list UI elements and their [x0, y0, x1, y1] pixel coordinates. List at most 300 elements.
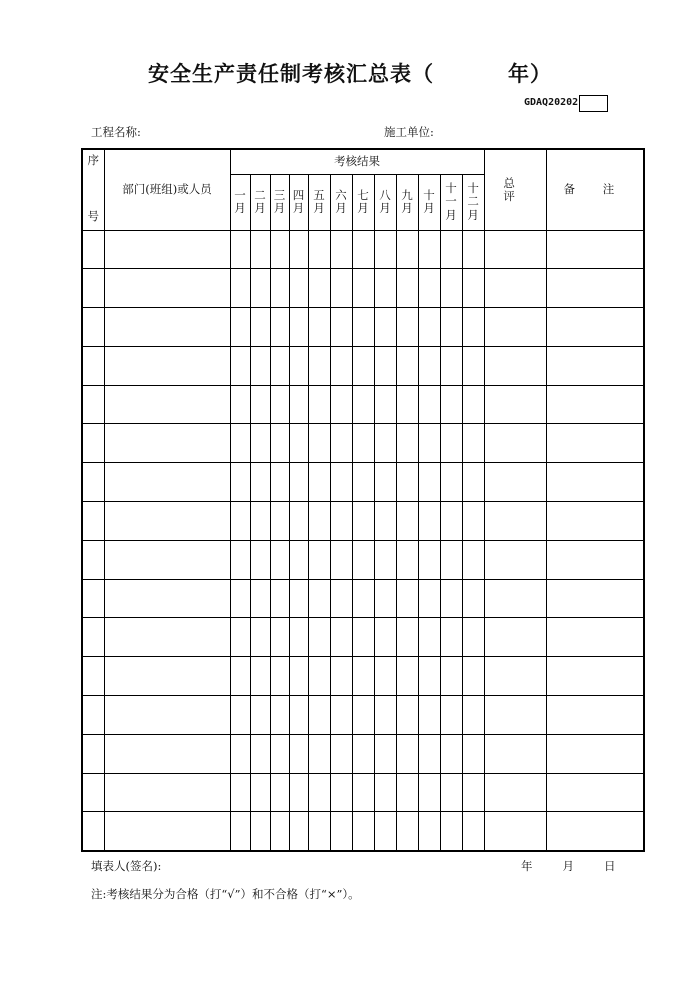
- table-cell[interactable]: [484, 424, 546, 463]
- table-cell[interactable]: [546, 734, 644, 773]
- month-char: 十: [467, 181, 479, 196]
- table-cell[interactable]: [230, 424, 250, 463]
- table-cell[interactable]: [270, 812, 289, 851]
- table-cell[interactable]: [374, 230, 396, 269]
- table-cell[interactable]: [250, 385, 270, 424]
- table-cell[interactable]: [440, 618, 462, 657]
- table-cell[interactable]: [440, 269, 462, 308]
- table-cell[interactable]: [289, 734, 308, 773]
- table-cell[interactable]: [546, 385, 644, 424]
- table-cell[interactable]: [396, 540, 418, 579]
- table-cell[interactable]: [440, 463, 462, 502]
- table-cell[interactable]: [104, 657, 230, 696]
- table-cell[interactable]: [289, 230, 308, 269]
- table-cell[interactable]: [230, 346, 250, 385]
- dept-header: 部门(班组)或人员: [104, 149, 230, 230]
- table-cell[interactable]: [230, 812, 250, 851]
- table-cell[interactable]: [289, 269, 308, 308]
- table-cell[interactable]: [546, 657, 644, 696]
- table-cell[interactable]: [104, 502, 230, 541]
- table-cell[interactable]: [396, 696, 418, 735]
- month-char: 月: [423, 201, 435, 215]
- table-cell[interactable]: [82, 269, 104, 308]
- table-cell[interactable]: [82, 812, 104, 851]
- table-cell[interactable]: [396, 463, 418, 502]
- table-cell[interactable]: [289, 540, 308, 579]
- table-cell[interactable]: [230, 696, 250, 735]
- table-cell[interactable]: [250, 424, 270, 463]
- table-cell[interactable]: [104, 463, 230, 502]
- table-cell[interactable]: [270, 230, 289, 269]
- table-cell[interactable]: [230, 618, 250, 657]
- table-cell[interactable]: [396, 308, 418, 347]
- table-cell[interactable]: [440, 579, 462, 618]
- table-cell[interactable]: [352, 696, 374, 735]
- table-cell[interactable]: [230, 773, 250, 812]
- table-cell[interactable]: [396, 657, 418, 696]
- table-cell[interactable]: [440, 346, 462, 385]
- table-cell[interactable]: [546, 463, 644, 502]
- table-cell[interactable]: [440, 230, 462, 269]
- table-cell[interactable]: [374, 308, 396, 347]
- table-cell[interactable]: [374, 269, 396, 308]
- table-cell[interactable]: [484, 657, 546, 696]
- table-cell[interactable]: [352, 269, 374, 308]
- month-header-8: [374, 174, 396, 230]
- table-cell[interactable]: [396, 424, 418, 463]
- table-cell[interactable]: [418, 269, 440, 308]
- table-cell[interactable]: [330, 618, 352, 657]
- table-cell[interactable]: [289, 346, 308, 385]
- table-cell[interactable]: [396, 734, 418, 773]
- table-cell[interactable]: [82, 696, 104, 735]
- table-cell[interactable]: [230, 463, 250, 502]
- table-cell[interactable]: [546, 579, 644, 618]
- month-header-10: [418, 174, 440, 230]
- table-cell[interactable]: [82, 657, 104, 696]
- table-cell[interactable]: [308, 734, 330, 773]
- form-code-box[interactable]: [579, 95, 608, 112]
- month-char: 月: [313, 201, 325, 215]
- table-cell[interactable]: [289, 579, 308, 618]
- table-cell[interactable]: [374, 734, 396, 773]
- total-header: 总 评: [484, 149, 546, 230]
- table-cell[interactable]: [289, 657, 308, 696]
- table-cell[interactable]: [546, 502, 644, 541]
- table-cell[interactable]: [289, 618, 308, 657]
- table-cell[interactable]: [374, 346, 396, 385]
- remark-header: 备 注: [546, 149, 644, 230]
- table-cell[interactable]: [462, 346, 484, 385]
- title-main: 安全生产责任制考核汇总表（: [148, 62, 434, 86]
- table-cell[interactable]: [546, 346, 644, 385]
- table-cell[interactable]: [546, 308, 644, 347]
- month-char: 月: [379, 201, 391, 215]
- table-cell[interactable]: [250, 346, 270, 385]
- construction-unit-label: 施工单位:: [384, 125, 434, 139]
- table-cell[interactable]: [82, 502, 104, 541]
- table-cell[interactable]: [330, 463, 352, 502]
- month-char: 月: [357, 201, 369, 215]
- table-cell[interactable]: [352, 502, 374, 541]
- table-cell[interactable]: [546, 696, 644, 735]
- table-cell[interactable]: [82, 308, 104, 347]
- table-cell[interactable]: [484, 385, 546, 424]
- table-cell[interactable]: [440, 734, 462, 773]
- table-cell[interactable]: [250, 773, 270, 812]
- month-char: 月: [234, 201, 246, 215]
- table-cell[interactable]: [308, 308, 330, 347]
- table-cell[interactable]: [418, 734, 440, 773]
- table-cell[interactable]: [270, 346, 289, 385]
- table-cell[interactable]: [82, 579, 104, 618]
- table-cell[interactable]: [352, 773, 374, 812]
- table-row: [82, 734, 644, 773]
- month-char: 月: [292, 201, 305, 215]
- month-char: 五: [313, 187, 325, 202]
- table-cell[interactable]: [289, 696, 308, 735]
- table-cell[interactable]: [104, 579, 230, 618]
- table-cell[interactable]: [440, 540, 462, 579]
- table-cell[interactable]: [440, 502, 462, 541]
- table-cell[interactable]: [374, 696, 396, 735]
- table-cell[interactable]: [82, 385, 104, 424]
- table-cell[interactable]: [484, 812, 546, 851]
- table-cell[interactable]: [352, 579, 374, 618]
- table-cell[interactable]: [230, 579, 250, 618]
- table-cell[interactable]: [484, 346, 546, 385]
- table-cell[interactable]: [308, 346, 330, 385]
- table-cell[interactable]: [396, 385, 418, 424]
- table-cell[interactable]: [462, 308, 484, 347]
- table-cell[interactable]: [462, 734, 484, 773]
- table-cell[interactable]: [374, 657, 396, 696]
- table-cell[interactable]: [418, 385, 440, 424]
- table-cell[interactable]: [484, 230, 546, 269]
- table-cell[interactable]: [418, 230, 440, 269]
- table-cell[interactable]: [82, 734, 104, 773]
- table-cell[interactable]: [250, 618, 270, 657]
- table-cell[interactable]: [230, 385, 250, 424]
- month-header-12: [462, 174, 484, 230]
- table-cell[interactable]: [352, 308, 374, 347]
- table-cell[interactable]: [289, 308, 308, 347]
- table-cell[interactable]: [418, 696, 440, 735]
- table-cell[interactable]: [330, 346, 352, 385]
- table-cell[interactable]: [352, 463, 374, 502]
- table-cell[interactable]: [250, 308, 270, 347]
- month-char: 月: [273, 201, 286, 215]
- table-cell[interactable]: [308, 618, 330, 657]
- table-cell[interactable]: [462, 424, 484, 463]
- table-cell[interactable]: [418, 346, 440, 385]
- table-cell[interactable]: [330, 773, 352, 812]
- table-cell[interactable]: [289, 385, 308, 424]
- table-cell[interactable]: [250, 230, 270, 269]
- table-cell[interactable]: [230, 734, 250, 773]
- table-cell[interactable]: [440, 812, 462, 851]
- table-cell[interactable]: [104, 269, 230, 308]
- table-cell[interactable]: [82, 230, 104, 269]
- table-cell[interactable]: [308, 385, 330, 424]
- table-cell[interactable]: [396, 618, 418, 657]
- table-cell[interactable]: [270, 540, 289, 579]
- table-cell[interactable]: [270, 308, 289, 347]
- table-cell[interactable]: [330, 385, 352, 424]
- table-cell[interactable]: [104, 540, 230, 579]
- table-cell[interactable]: [396, 773, 418, 812]
- form-title: [0, 58, 700, 88]
- table-cell[interactable]: [289, 812, 308, 851]
- table-cell[interactable]: [330, 540, 352, 579]
- table-cell[interactable]: [308, 463, 330, 502]
- table-cell[interactable]: [270, 502, 289, 541]
- table-cell[interactable]: [374, 502, 396, 541]
- table-cell[interactable]: [330, 230, 352, 269]
- table-cell[interactable]: [250, 269, 270, 308]
- table-cell[interactable]: [440, 657, 462, 696]
- table-cell[interactable]: [462, 696, 484, 735]
- table-cell[interactable]: [374, 812, 396, 851]
- table-cell[interactable]: [462, 773, 484, 812]
- table-cell[interactable]: [462, 657, 484, 696]
- table-cell[interactable]: [289, 502, 308, 541]
- table-cell[interactable]: [396, 269, 418, 308]
- table-cell[interactable]: [418, 308, 440, 347]
- table-cell[interactable]: [330, 696, 352, 735]
- table-cell[interactable]: [270, 579, 289, 618]
- table-cell[interactable]: [330, 308, 352, 347]
- table-cell[interactable]: [308, 230, 330, 269]
- month-char: 月: [401, 201, 413, 215]
- table-cell[interactable]: [250, 579, 270, 618]
- table-cell[interactable]: [330, 269, 352, 308]
- form-code: GDAQ20202: [524, 97, 579, 108]
- month-header-11: [440, 174, 462, 230]
- table-cell[interactable]: [230, 308, 250, 347]
- table-cell[interactable]: [440, 424, 462, 463]
- table-cell[interactable]: [418, 579, 440, 618]
- table-cell[interactable]: [418, 463, 440, 502]
- table-cell[interactable]: [462, 812, 484, 851]
- month-char: 月: [254, 201, 266, 215]
- table-cell[interactable]: [352, 734, 374, 773]
- table-cell[interactable]: [250, 734, 270, 773]
- date-day: 日: [604, 859, 616, 873]
- table-cell[interactable]: [440, 696, 462, 735]
- table-cell[interactable]: [330, 502, 352, 541]
- table-cell[interactable]: [250, 696, 270, 735]
- table-cell[interactable]: [104, 424, 230, 463]
- table-cell[interactable]: [352, 346, 374, 385]
- table-cell[interactable]: [462, 463, 484, 502]
- table-cell[interactable]: [546, 540, 644, 579]
- table-cell[interactable]: [484, 308, 546, 347]
- table-cell[interactable]: [82, 618, 104, 657]
- table-cell[interactable]: [546, 812, 644, 851]
- table-cell[interactable]: [352, 424, 374, 463]
- table-cell[interactable]: [484, 269, 546, 308]
- table-cell[interactable]: [546, 424, 644, 463]
- title-end: 年）: [508, 62, 552, 86]
- table-cell[interactable]: [352, 812, 374, 851]
- table-cell[interactable]: [82, 463, 104, 502]
- table-cell[interactable]: [546, 618, 644, 657]
- month-char: 月: [445, 207, 457, 222]
- table-cell[interactable]: [462, 269, 484, 308]
- table-cell[interactable]: [82, 424, 104, 463]
- table-cell[interactable]: [418, 773, 440, 812]
- table-row: [82, 346, 644, 385]
- table-cell[interactable]: [352, 657, 374, 696]
- table-cell[interactable]: [462, 230, 484, 269]
- table-cell[interactable]: [484, 540, 546, 579]
- table-cell[interactable]: [484, 579, 546, 618]
- table-cell[interactable]: [352, 540, 374, 579]
- table-cell[interactable]: [104, 696, 230, 735]
- header-row-1: [82, 149, 644, 174]
- table-cell[interactable]: [250, 812, 270, 851]
- table-cell[interactable]: [484, 618, 546, 657]
- table-cell[interactable]: [396, 230, 418, 269]
- table-cell[interactable]: [374, 540, 396, 579]
- table-cell[interactable]: [270, 696, 289, 735]
- table-cell[interactable]: [250, 657, 270, 696]
- table-cell[interactable]: [396, 502, 418, 541]
- table-cell[interactable]: [104, 734, 230, 773]
- table-cell[interactable]: [418, 812, 440, 851]
- table-row: [82, 773, 644, 812]
- table-cell[interactable]: [418, 657, 440, 696]
- table-cell[interactable]: [308, 540, 330, 579]
- table-cell[interactable]: [270, 734, 289, 773]
- table-cell[interactable]: [330, 657, 352, 696]
- table-cell[interactable]: [230, 269, 250, 308]
- table-cell[interactable]: [308, 696, 330, 735]
- table-cell[interactable]: [230, 502, 250, 541]
- table-cell[interactable]: [104, 346, 230, 385]
- table-cell[interactable]: [374, 385, 396, 424]
- table-cell[interactable]: [462, 540, 484, 579]
- table-cell[interactable]: [484, 502, 546, 541]
- table-cell[interactable]: [418, 540, 440, 579]
- table-cell[interactable]: [352, 385, 374, 424]
- table-cell[interactable]: [289, 463, 308, 502]
- table-cell[interactable]: [396, 346, 418, 385]
- table-cell[interactable]: [352, 618, 374, 657]
- month-char: 十: [423, 187, 435, 202]
- table-cell[interactable]: [546, 269, 644, 308]
- table-cell[interactable]: [462, 618, 484, 657]
- table-cell[interactable]: [374, 424, 396, 463]
- table-cell[interactable]: [230, 230, 250, 269]
- table-cell[interactable]: [330, 579, 352, 618]
- table-cell[interactable]: [289, 773, 308, 812]
- table-cell[interactable]: [270, 773, 289, 812]
- table-cell[interactable]: [308, 657, 330, 696]
- table-cell[interactable]: [374, 579, 396, 618]
- table-cell[interactable]: [308, 502, 330, 541]
- table-cell[interactable]: [308, 424, 330, 463]
- month-char: 月: [335, 201, 347, 215]
- table-cell[interactable]: [330, 734, 352, 773]
- table-row: [82, 696, 644, 735]
- table-cell[interactable]: [440, 308, 462, 347]
- table-cell[interactable]: [484, 463, 546, 502]
- table-cell[interactable]: [374, 618, 396, 657]
- month-header-9: [396, 174, 418, 230]
- table-cell[interactable]: [462, 502, 484, 541]
- table-cell[interactable]: [440, 385, 462, 424]
- table-cell[interactable]: [230, 540, 250, 579]
- table-cell[interactable]: [484, 773, 546, 812]
- table-cell[interactable]: [250, 540, 270, 579]
- table-cell[interactable]: [484, 696, 546, 735]
- table-cell[interactable]: [308, 812, 330, 851]
- table-cell[interactable]: [104, 385, 230, 424]
- table-cell[interactable]: [250, 502, 270, 541]
- table-cell[interactable]: [308, 269, 330, 308]
- table-cell[interactable]: [484, 734, 546, 773]
- table-cell[interactable]: [440, 773, 462, 812]
- month-char: 四: [292, 187, 305, 202]
- table-cell[interactable]: [289, 424, 308, 463]
- table-cell[interactable]: [418, 424, 440, 463]
- table-cell[interactable]: [374, 773, 396, 812]
- table-cell[interactable]: [82, 346, 104, 385]
- month-char: 二: [254, 187, 266, 202]
- table-cell[interactable]: [330, 812, 352, 851]
- table-cell[interactable]: [418, 502, 440, 541]
- table-cell[interactable]: [308, 579, 330, 618]
- month-header-3: [270, 174, 289, 230]
- table-cell[interactable]: [352, 230, 374, 269]
- table-row: [82, 385, 644, 424]
- table-cell[interactable]: [270, 424, 289, 463]
- table-cell[interactable]: [250, 463, 270, 502]
- table-cell[interactable]: [230, 657, 250, 696]
- table-cell[interactable]: [270, 385, 289, 424]
- table-cell[interactable]: [546, 773, 644, 812]
- table-cell[interactable]: [270, 657, 289, 696]
- month-header-4: [289, 174, 308, 230]
- table-cell[interactable]: [374, 463, 396, 502]
- table-cell[interactable]: [104, 773, 230, 812]
- table-cell[interactable]: [82, 540, 104, 579]
- table-row: [82, 269, 644, 308]
- table-cell[interactable]: [104, 308, 230, 347]
- table-cell[interactable]: [104, 618, 230, 657]
- table-cell[interactable]: [462, 579, 484, 618]
- table-cell[interactable]: [104, 812, 230, 851]
- month-char: 一: [445, 194, 457, 209]
- table-cell[interactable]: [418, 618, 440, 657]
- table-cell[interactable]: [330, 424, 352, 463]
- table-cell[interactable]: [270, 269, 289, 308]
- month-char: 七: [357, 187, 369, 202]
- table-cell[interactable]: [462, 385, 484, 424]
- table-cell[interactable]: [308, 773, 330, 812]
- table-cell[interactable]: [546, 230, 644, 269]
- table-cell[interactable]: [270, 463, 289, 502]
- table-cell[interactable]: [82, 773, 104, 812]
- month-header-1: [230, 174, 250, 230]
- table-cell[interactable]: [396, 579, 418, 618]
- table-cell[interactable]: [104, 230, 230, 269]
- assessment-table: [81, 148, 645, 852]
- table-cell[interactable]: [270, 618, 289, 657]
- table-cell[interactable]: [396, 812, 418, 851]
